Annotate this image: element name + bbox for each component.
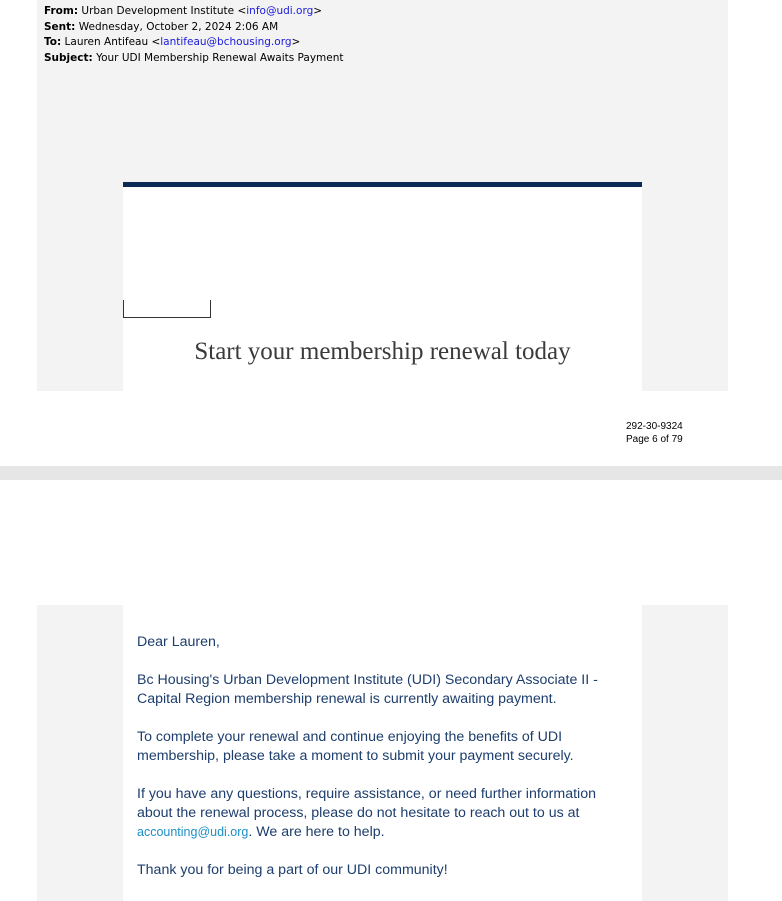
email-header (44, 4, 344, 66)
banner-accent-bar (123, 182, 642, 187)
to-close: > (291, 36, 301, 48)
document-page-7 (0, 480, 782, 901)
page-divider (0, 466, 782, 480)
message-card (123, 605, 642, 901)
from-name: Urban Development Institute < (81, 5, 247, 17)
document-id: 292-30-9324 (626, 421, 683, 432)
from-close: > (313, 5, 323, 17)
message-body (137, 633, 617, 899)
sent-row (44, 20, 344, 36)
from-email-link[interactable]: info@udi.org (246, 5, 314, 17)
sent-value: Wednesday, October 2, 2024 2:06 AM (78, 20, 279, 33)
accounting-email-link[interactable]: accounting@udi.org (137, 825, 249, 839)
to-row (44, 35, 344, 51)
subject-value: Your UDI Membership Renewal Awaits Payment (96, 51, 344, 64)
to-name: Lauren Antifeau < (64, 36, 161, 48)
contact-text-start: If you have any questions, require assistance, or need further information about the renewal process, please do not hesitate to reach out to us at (137, 786, 596, 821)
subject-row (44, 51, 344, 67)
closing-line: Thank you for being a part of our UDI community! (137, 862, 448, 878)
contact-text-end: . We are here to help. (248, 824, 385, 840)
to-label: To: (44, 36, 62, 48)
from-label: From: (44, 5, 79, 17)
banner-card (123, 182, 642, 391)
paragraph-payment-request: To complete your renewal and continue enjoying the benefits of UDI membership, please take a moment to submit your payment securely. (137, 729, 574, 764)
banner-title: Start your membership renewal today (194, 338, 571, 365)
page-number: Page 6 of 79 (626, 434, 683, 445)
sent-label: Sent: (44, 20, 76, 33)
to-email-link[interactable]: lantifeau@bchousing.org (160, 36, 292, 48)
page-footer (626, 420, 683, 446)
logo-placeholder (123, 300, 211, 318)
paragraph-contact (137, 785, 617, 842)
subject-label: Subject: (44, 51, 93, 64)
greeting: Dear Lauren, (137, 634, 220, 650)
paragraph-renewal-status: Bc Housing's Urban Development Institute (UDI) Secondary Associate II - Capital Region membership renewal is currently awaiting payment. (137, 672, 598, 707)
from-row (44, 4, 344, 20)
